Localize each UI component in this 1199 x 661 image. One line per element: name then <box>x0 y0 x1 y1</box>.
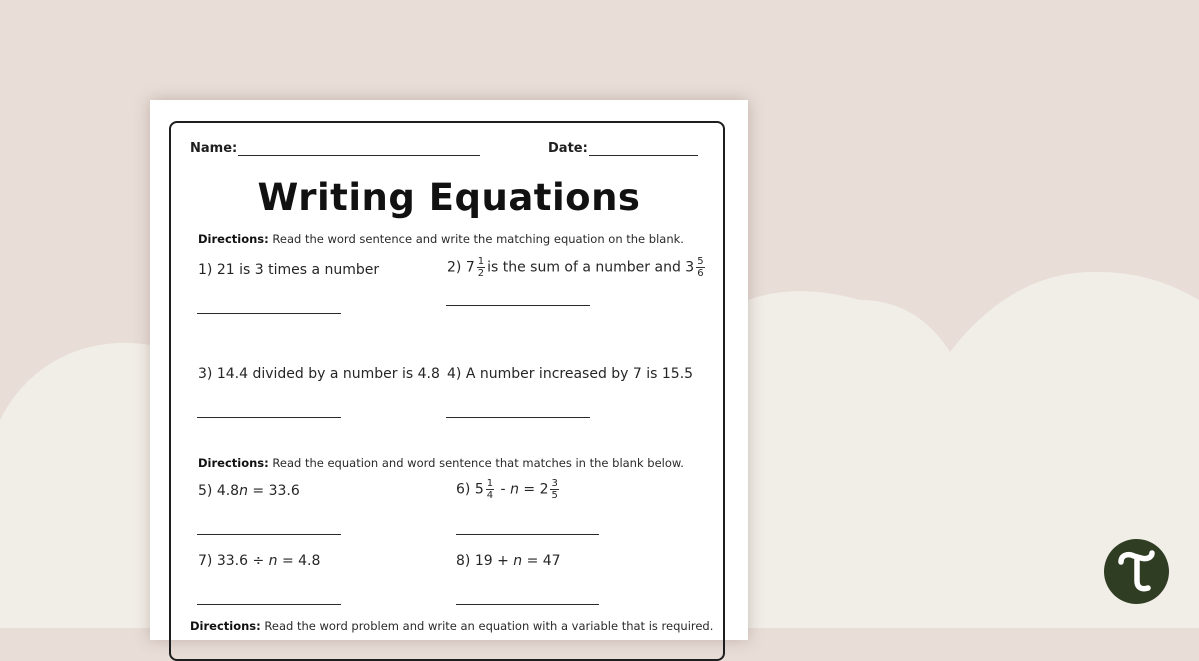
fraction-five-sixths: $\frac{5}{6}$ <box>697 256 704 279</box>
fraction-three-fifths: $\frac{3}{5}$ <box>551 478 558 501</box>
teach-starter-logo[interactable] <box>1104 539 1169 604</box>
directions-1 <box>198 232 684 246</box>
directions-2 <box>198 456 684 470</box>
directions-3-label: Directions: <box>190 619 261 633</box>
question-7: 7) 33.6 ÷ n = 4.8 <box>198 553 321 569</box>
question-3: 3) 14.4 divided by a number is 4.8 <box>198 366 440 382</box>
question-6: 6) 5 $\frac{1}{4}$ - n = 2 $\frac{3}{5}$ <box>456 478 558 501</box>
fraction-one-quarter: $\frac{1}{4}$ <box>486 478 494 501</box>
answer-blank-3 <box>197 417 341 418</box>
worksheet-preview <box>150 100 748 640</box>
date-label: Date: <box>548 141 588 156</box>
directions-2-text: Read the equation and word sentence that matches in the blank below. <box>272 456 684 470</box>
answer-blank-8 <box>456 604 599 605</box>
question-1: 1) 21 is 3 times a number <box>198 262 380 278</box>
answer-blank-1 <box>197 313 341 314</box>
answer-blank-6 <box>456 534 599 535</box>
name-label: Name: <box>190 141 238 156</box>
question-8: 8) 19 + n = 47 <box>456 553 561 569</box>
directions-2-label: Directions: <box>198 456 269 470</box>
question-2-prefix: 2) 7 <box>447 259 475 276</box>
answer-blank-4 <box>446 417 590 418</box>
directions-1-text: Read the word sentence and write the matching equation on the blank. <box>272 232 684 246</box>
question-2 <box>447 256 707 279</box>
directions-3-text: Read the word problem and write an equation with a variable that is required. <box>264 619 714 633</box>
question-2-text: is the sum of a number and 3 <box>487 259 695 276</box>
worksheet-title: Writing Equations <box>257 176 641 219</box>
directions-1-label: Directions: <box>198 232 269 246</box>
t-logo-icon <box>1104 539 1169 604</box>
question-4: 4) A number increased by 7 is 15.5 <box>447 366 694 382</box>
answer-blank-2 <box>446 305 590 306</box>
date-blank <box>589 155 698 156</box>
answer-blank-5 <box>197 534 341 535</box>
fraction-one-half: $\frac{1}{2}$ <box>477 256 485 279</box>
name-blank <box>238 155 480 156</box>
question-5: 5) 4.8n = 33.6 <box>198 483 300 499</box>
directions-3 <box>190 619 713 633</box>
answer-blank-7 <box>197 604 341 605</box>
